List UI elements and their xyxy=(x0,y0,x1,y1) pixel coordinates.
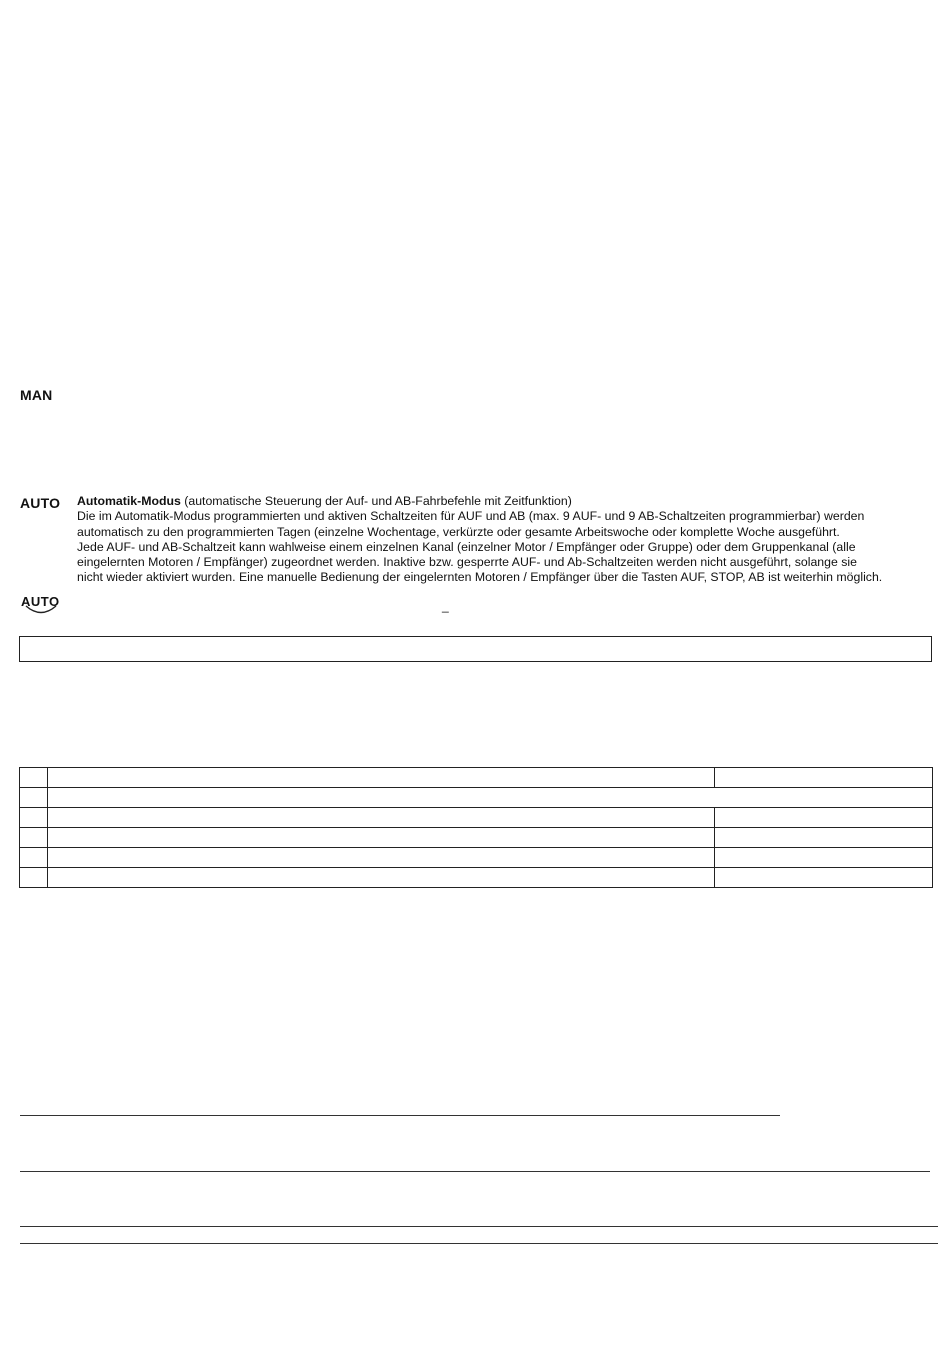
empty-table xyxy=(19,767,933,888)
auto-mode-subtitle: (automatische Steuerung der Auf- und AB-Fahrbefehle mit Zeitfunktion) xyxy=(180,494,572,508)
rule-line xyxy=(20,1243,938,1244)
auto-mode-line-5: nicht wieder aktiviert wurden. Eine manuelle Bedienung der eingelernten Motoren / Empfänger über die Tasten AUF, STOP, AB ist weiterhin möglich. xyxy=(77,570,883,585)
table-header-row xyxy=(20,768,933,788)
rule-line xyxy=(20,1115,780,1116)
table-row xyxy=(20,788,933,808)
rule-line xyxy=(20,1171,930,1172)
auto-mode-description xyxy=(77,494,882,586)
empty-frame-box xyxy=(19,636,932,662)
rule-line xyxy=(20,1226,938,1227)
auto-mode-line-1: Die im Automatik-Modus programmierten und aktiven Schaltzeiten für AUF und AB (max. 9 AUF- und 9 AB-Schaltzeiten programmierbar) werden xyxy=(77,509,865,524)
auto-mode-line-2: automatisch zu den programmierten Tagen (einzelne Wochentage, verkürzte oder gesamte Arbeitswoche oder komplette Woche ausgeführt. xyxy=(77,524,840,539)
table-row xyxy=(20,828,933,848)
auto-mode-title: Automatik-Modus xyxy=(77,494,181,508)
auto-mode-line-4: eingelernten Motoren / Empfänger) zugeordnet werden. Inaktive bzw. gesperrte AUF- und Ab-Schaltzeiten werden nicht ausgeführt, solange sie xyxy=(77,555,857,570)
table-row xyxy=(20,848,933,868)
dash-mark: _ xyxy=(442,599,449,613)
man-mode-label: MAN xyxy=(20,387,53,403)
table-row xyxy=(20,808,933,828)
table-row xyxy=(20,868,933,888)
auto-icon-label: AUTO xyxy=(21,594,60,609)
auto-mode-icon xyxy=(20,594,64,618)
auto-mode-label: AUTO xyxy=(20,495,61,511)
auto-mode-line-3: Jede AUF- und AB-Schaltzeit kann wahlweise einem einzelnen Kanal (einzelner Motor / Empfänger oder Gruppe) oder dem Gruppenkanal (alle xyxy=(77,539,856,554)
auto-icon-arc xyxy=(20,594,64,618)
